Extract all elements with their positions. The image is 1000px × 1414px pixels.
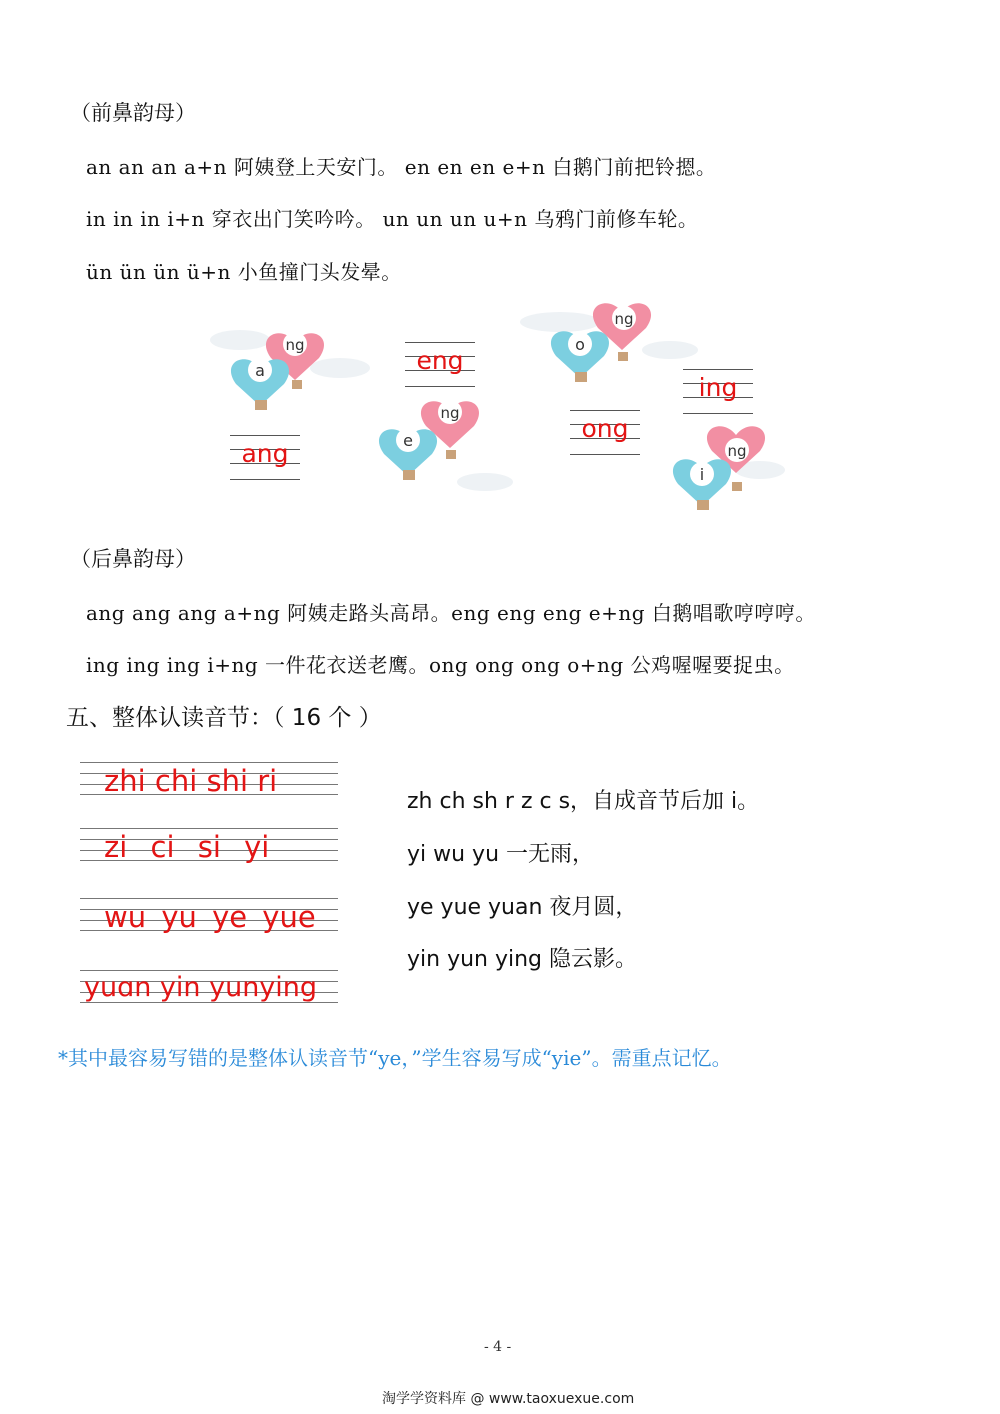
syllable-row: yuɑn yin yunying <box>84 972 318 1003</box>
balloon-letter: o <box>575 335 585 354</box>
balloon-letter: ng <box>285 336 305 354</box>
balloon-letter: ng <box>614 310 634 328</box>
front-nasal-heading: （前鼻韵母） <box>70 101 196 125</box>
front-nasal-line: in in in i+n 穿衣出门笑吟吟。 un un un u+n 乌鸦门前修车轮。 <box>86 207 699 231</box>
footer-text: 淘学学资料库 @ www.taoxuexue.com <box>382 1391 635 1407</box>
balloon-letter: a <box>255 361 265 380</box>
section5-title: 五、整体认读音节：（ 16 个 ） <box>66 705 382 731</box>
rule-line: yin yun ying 隐云影。 <box>407 947 638 972</box>
pinyin-label-text: ang <box>241 439 289 468</box>
balloon-letter: i <box>699 465 705 484</box>
page-number: - 4 - <box>484 1339 512 1355</box>
syllable-row: zi ci si yi <box>104 830 270 864</box>
pinyin-label-text: ing <box>698 373 738 402</box>
balloon-letter: e <box>403 431 413 450</box>
back-nasal-line: ang ang ang a+ng 阿姨走路头高昂。eng eng eng e+ng 白鹅唱歌哼哼哼。 <box>86 601 816 625</box>
pinyin-label-eng <box>405 342 475 386</box>
syllable-row: wu yu ye yue <box>104 900 316 934</box>
pinyin-label-ang <box>230 435 300 479</box>
back-nasal-heading: （后鼻韵母） <box>70 547 196 571</box>
rule-line: yi wu yu 一无雨， <box>407 842 595 867</box>
syllable-row: zhi chi shi ri <box>104 764 278 798</box>
rule-line: ye yue yuan 夜月圆， <box>407 895 638 920</box>
front-nasal-line: ün ün ün ü+n 小鱼撞门头发晕。 <box>86 260 402 284</box>
balloon-pair-e-ng <box>379 400 479 480</box>
back-nasal-line: ing ing ing i+ng 一件花衣送老鹰。ong ong ong o+ng 公鸡喔喔要捉虫。 <box>86 653 795 677</box>
pinyin-label-ing <box>683 369 753 413</box>
rule-line: zh ch sh r z c s，自成音节后加 i。 <box>407 789 760 814</box>
balloon-letter: ng <box>440 404 460 422</box>
pinyin-label-text: ong <box>581 414 629 443</box>
balloon-letter: ng <box>727 442 747 460</box>
front-nasal-line: an an an a+n 阿姨登上天安门。 en en en e+n 白鹅门前把铃摁。 <box>86 155 717 179</box>
pinyin-label-ong <box>570 410 640 454</box>
pinyin-label-text: eng <box>416 346 464 375</box>
note-text: *其中最容易写错的是整体认读音节“ye，”学生容易写成“yie”。需重点记忆。 <box>58 1046 732 1070</box>
